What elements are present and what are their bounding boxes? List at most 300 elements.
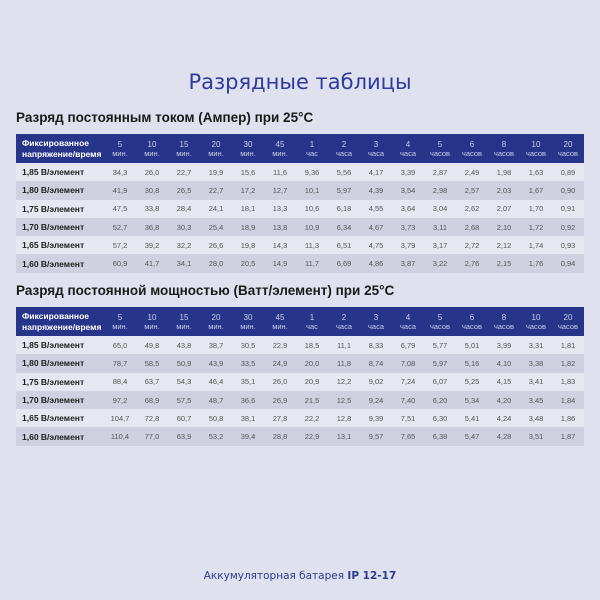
- page-title: Разрядные таблицы: [188, 70, 412, 94]
- table-cell: 5,77: [424, 336, 456, 354]
- header-duration: [200, 134, 232, 163]
- header-duration: [232, 134, 264, 163]
- header-duration: [552, 307, 584, 336]
- table-cell: 3,87: [392, 254, 424, 272]
- table-cell: 1,98: [488, 163, 520, 181]
- table-cell: 43,8: [168, 336, 200, 354]
- table-row: [16, 236, 584, 254]
- table-cell: 2,15: [488, 254, 520, 272]
- table-cell: 24,9: [264, 354, 296, 372]
- row-voltage-label: 1,85 В/элемент: [16, 163, 104, 181]
- duration-value: 20: [211, 139, 221, 149]
- header-duration: [104, 134, 136, 163]
- table-cell: 30,3: [168, 218, 200, 236]
- table-cell: 5,34: [456, 391, 488, 409]
- table-cell: 5,56: [328, 163, 360, 181]
- table-cell: 88,4: [104, 373, 136, 391]
- table-cell: 3,39: [392, 163, 424, 181]
- table-cell: 39,2: [136, 236, 168, 254]
- table-cell: 18,9: [232, 218, 264, 236]
- duration-value: 3: [373, 139, 379, 149]
- duration-value: 3: [373, 312, 379, 322]
- duration-unit: мин.: [112, 148, 128, 158]
- duration-value: 2: [341, 312, 347, 322]
- header-duration: [168, 307, 200, 336]
- duration-unit: часов: [461, 148, 483, 158]
- table-cell: 19,9: [200, 163, 232, 181]
- table-cell: 36,6: [232, 391, 264, 409]
- table-cell: 26,9: [264, 391, 296, 409]
- table-cell: 32,2: [168, 236, 200, 254]
- duration-unit: мин.: [272, 148, 288, 158]
- table-cell: 14,3: [264, 236, 296, 254]
- duration-unit: мин.: [208, 148, 224, 158]
- table-cell: 2,68: [456, 218, 488, 236]
- table-cell: 11,3: [296, 236, 328, 254]
- header-duration: [296, 134, 328, 163]
- table-cell: 20,5: [232, 254, 264, 272]
- table-cell: 57,5: [168, 391, 200, 409]
- table-cell: 54,3: [168, 373, 200, 391]
- table-cell: 50,8: [200, 409, 232, 427]
- duration-value: 10: [147, 139, 157, 149]
- duration-unit: часов: [461, 321, 483, 331]
- table-cell: 63,7: [136, 373, 168, 391]
- table-cell: 12,2: [328, 373, 360, 391]
- current-discharge-table: [16, 134, 584, 273]
- table-cell: 5,01: [456, 336, 488, 354]
- table-cell: 30,5: [232, 336, 264, 354]
- header-duration: [136, 307, 168, 336]
- table-cell: 60,9: [104, 254, 136, 272]
- table-cell: 110,4: [104, 427, 136, 445]
- table-cell: 6,38: [424, 427, 456, 445]
- table-cell: 5,25: [456, 373, 488, 391]
- duration-value: 10: [531, 312, 541, 322]
- table-cell: 50,9: [168, 354, 200, 372]
- table-cell: 3,48: [520, 409, 552, 427]
- duration-unit: мин.: [208, 321, 224, 331]
- table-cell: 2,49: [456, 163, 488, 181]
- table-header-row: [16, 307, 584, 336]
- table-cell: 1,81: [552, 336, 584, 354]
- table-cell: 10,9: [296, 218, 328, 236]
- header-duration: [392, 307, 424, 336]
- duration-unit: мин.: [176, 321, 192, 331]
- table-cell: 3,99: [488, 336, 520, 354]
- table-cell: 4,28: [488, 427, 520, 445]
- power-discharge-table: [16, 307, 584, 446]
- duration-unit: мин.: [144, 321, 160, 331]
- table-cell: 24,1: [200, 200, 232, 218]
- table-cell: 1,82: [552, 354, 584, 372]
- table-cell: 11,1: [328, 336, 360, 354]
- table-cell: 9,24: [360, 391, 392, 409]
- table-cell: 5,16: [456, 354, 488, 372]
- table-row: [16, 373, 584, 391]
- table-cell: 4,86: [360, 254, 392, 272]
- duration-value: 20: [211, 312, 221, 322]
- table-cell: 1,76: [520, 254, 552, 272]
- table-cell: 4,39: [360, 181, 392, 199]
- duration-value: 6: [469, 139, 475, 149]
- table-cell: 41,9: [104, 181, 136, 199]
- duration-unit: часов: [493, 148, 515, 158]
- table-row: [16, 354, 584, 372]
- header-duration: [328, 307, 360, 336]
- table-cell: 5,41: [456, 409, 488, 427]
- table-cell: 8,74: [360, 354, 392, 372]
- duration-value: 45: [275, 312, 285, 322]
- table-cell: 2,62: [456, 200, 488, 218]
- header-duration: [264, 307, 296, 336]
- table-cell: 3,31: [520, 336, 552, 354]
- table-cell: 26,5: [168, 181, 200, 199]
- duration-value: 8: [501, 139, 507, 149]
- duration-value: 10: [531, 139, 541, 149]
- table-cell: 22,7: [168, 163, 200, 181]
- table-cell: 78,7: [104, 354, 136, 372]
- duration-value: 5: [437, 312, 443, 322]
- table-cell: 6,51: [328, 236, 360, 254]
- table-cell: 9,02: [360, 373, 392, 391]
- table-cell: 15,6: [232, 163, 264, 181]
- table-cell: 7,51: [392, 409, 424, 427]
- table-cell: 1,72: [520, 218, 552, 236]
- table-cell: 2,72: [456, 236, 488, 254]
- table-cell: 3,41: [520, 373, 552, 391]
- header-duration: [456, 134, 488, 163]
- table-cell: 9,57: [360, 427, 392, 445]
- duration-value: 4: [405, 139, 411, 149]
- table-cell: 77,0: [136, 427, 168, 445]
- table-cell: 39,4: [232, 427, 264, 445]
- table-cell: 3,22: [424, 254, 456, 272]
- header-duration: [360, 307, 392, 336]
- table-cell: 1,63: [520, 163, 552, 181]
- header-duration: [424, 307, 456, 336]
- table-cell: 5,97: [424, 354, 456, 372]
- row-voltage-label: 1,75 В/элемент: [16, 373, 104, 391]
- table-cell: 6,79: [392, 336, 424, 354]
- table-row: [16, 409, 584, 427]
- table-cell: 65,0: [104, 336, 136, 354]
- table-cell: 28,8: [264, 427, 296, 445]
- duration-unit: часа: [368, 148, 384, 158]
- table-cell: 26,0: [136, 163, 168, 181]
- table-cell: 6,20: [424, 391, 456, 409]
- row-voltage-label: 1,80 В/элемент: [16, 354, 104, 372]
- header-duration: [328, 134, 360, 163]
- table-cell: 3,04: [424, 200, 456, 218]
- table-cell: 22,7: [200, 181, 232, 199]
- table-cell: 4,75: [360, 236, 392, 254]
- table-cell: 33,5: [232, 354, 264, 372]
- header-duration: [424, 134, 456, 163]
- header-duration: [552, 134, 584, 163]
- table-cell: 2,87: [424, 163, 456, 181]
- table-cell: 26,6: [200, 236, 232, 254]
- header-duration: [296, 307, 328, 336]
- header-voltage-time: Фиксированное напряжение/время: [16, 134, 104, 163]
- duration-value: 5: [117, 139, 123, 149]
- table-cell: 6,69: [328, 254, 360, 272]
- table-cell: 2,98: [424, 181, 456, 199]
- table-cell: 27,8: [264, 409, 296, 427]
- duration-value: 1: [309, 312, 315, 322]
- table-cell: 2,03: [488, 181, 520, 199]
- table-cell: 5,47: [456, 427, 488, 445]
- table-row: [16, 200, 584, 218]
- table-cell: 12,5: [328, 391, 360, 409]
- table-cell: 3,45: [520, 391, 552, 409]
- table-cell: 3,51: [520, 427, 552, 445]
- table-cell: 1,67: [520, 181, 552, 199]
- table-cell: 47,5: [104, 200, 136, 218]
- table-cell: 17,2: [232, 181, 264, 199]
- row-voltage-label: 1,75 В/элемент: [16, 200, 104, 218]
- table-cell: 9,39: [360, 409, 392, 427]
- duration-unit: часа: [400, 321, 416, 331]
- table-cell: 52,7: [104, 218, 136, 236]
- duration-unit: часов: [525, 321, 547, 331]
- table-cell: 2,57: [456, 181, 488, 199]
- table-cell: 22,9: [296, 427, 328, 445]
- table-cell: 7,08: [392, 354, 424, 372]
- table-cell: 60,7: [168, 409, 200, 427]
- table-cell: 46,4: [200, 373, 232, 391]
- duration-unit: часов: [493, 321, 515, 331]
- header-duration: [488, 307, 520, 336]
- table-cell: 9,36: [296, 163, 328, 181]
- row-voltage-label: 1,65 В/элемент: [16, 236, 104, 254]
- table-cell: 0,94: [552, 254, 584, 272]
- duration-unit: мин.: [240, 321, 256, 331]
- duration-unit: мин.: [112, 321, 128, 331]
- table-cell: 25,4: [200, 218, 232, 236]
- duration-value: 1: [309, 139, 315, 149]
- row-voltage-label: 1,80 В/элемент: [16, 181, 104, 199]
- table-cell: 0,92: [552, 218, 584, 236]
- table-cell: 14,9: [264, 254, 296, 272]
- header-duration: [264, 134, 296, 163]
- row-voltage-label: 1,60 В/элемент: [16, 254, 104, 272]
- table-cell: 41,7: [136, 254, 168, 272]
- table-cell: 4,55: [360, 200, 392, 218]
- table-cell: 3,79: [392, 236, 424, 254]
- footer: [0, 570, 600, 582]
- table-cell: 4,10: [488, 354, 520, 372]
- table-cell: 3,11: [424, 218, 456, 236]
- table-cell: 0,93: [552, 236, 584, 254]
- table-cell: 1,84: [552, 391, 584, 409]
- power-discharge-title: Разряд постоянной мощностью (Ватт/элемент) при 25°C: [16, 283, 395, 298]
- table-cell: 104,7: [104, 409, 136, 427]
- table-cell: 21,5: [296, 391, 328, 409]
- duration-unit: часа: [400, 148, 416, 158]
- duration-unit: часов: [525, 148, 547, 158]
- header-duration: [168, 134, 200, 163]
- table-cell: 13,1: [328, 427, 360, 445]
- table-cell: 18,5: [296, 336, 328, 354]
- table-cell: 48,7: [200, 391, 232, 409]
- duration-unit: мин.: [272, 321, 288, 331]
- duration-unit: часов: [429, 321, 451, 331]
- table-cell: 0,91: [552, 200, 584, 218]
- table-cell: 6,18: [328, 200, 360, 218]
- table-cell: 12,8: [328, 409, 360, 427]
- table-row: [16, 254, 584, 272]
- duration-value: 4: [405, 312, 411, 322]
- table-cell: 30,8: [136, 181, 168, 199]
- table-cell: 53,2: [200, 427, 232, 445]
- duration-value: 2: [341, 139, 347, 149]
- table-cell: 28,0: [200, 254, 232, 272]
- duration-unit: часов: [557, 148, 579, 158]
- duration-unit: час: [306, 148, 318, 158]
- duration-unit: часа: [368, 321, 384, 331]
- duration-value: 45: [275, 139, 285, 149]
- table-cell: 72,8: [136, 409, 168, 427]
- table-cell: 1,70: [520, 200, 552, 218]
- table-header-row: [16, 134, 584, 163]
- table-cell: 11,7: [296, 254, 328, 272]
- table-cell: 1,74: [520, 236, 552, 254]
- duration-value: 15: [179, 312, 189, 322]
- table-cell: 5,97: [328, 181, 360, 199]
- table-cell: 0,89: [552, 163, 584, 181]
- row-voltage-label: 1,85 В/элемент: [16, 336, 104, 354]
- duration-unit: часов: [429, 148, 451, 158]
- table-row: [16, 427, 584, 445]
- table-cell: 3,17: [424, 236, 456, 254]
- table-cell: 10,6: [296, 200, 328, 218]
- table-cell: 34,1: [168, 254, 200, 272]
- duration-value: 5: [437, 139, 443, 149]
- header-duration: [520, 134, 552, 163]
- table-cell: 2,76: [456, 254, 488, 272]
- table-cell: 3,38: [520, 354, 552, 372]
- footer-text: Аккумуляторная батарея: [203, 570, 348, 582]
- table-cell: 22,2: [296, 409, 328, 427]
- duration-unit: часов: [557, 321, 579, 331]
- duration-value: 5: [117, 312, 123, 322]
- header-voltage-time: Фиксированное напряжение/время: [16, 307, 104, 336]
- table-cell: 38,7: [200, 336, 232, 354]
- table-cell: 22,9: [264, 336, 296, 354]
- header-duration: [392, 134, 424, 163]
- table-row: [16, 218, 584, 236]
- table-cell: 4,67: [360, 218, 392, 236]
- table-cell: 2,07: [488, 200, 520, 218]
- header-duration: [136, 134, 168, 163]
- table-row: [16, 391, 584, 409]
- header-duration: [488, 134, 520, 163]
- row-voltage-label: 1,70 В/элемент: [16, 218, 104, 236]
- table-row: [16, 181, 584, 199]
- header-duration: [360, 134, 392, 163]
- table-cell: 6,30: [424, 409, 456, 427]
- table-cell: 19,8: [232, 236, 264, 254]
- duration-unit: часа: [336, 321, 352, 331]
- duration-unit: час: [306, 321, 318, 331]
- table-cell: 1,83: [552, 373, 584, 391]
- duration-unit: мин.: [176, 148, 192, 158]
- table-cell: 38,1: [232, 409, 264, 427]
- table-cell: 11,6: [264, 163, 296, 181]
- duration-unit: мин.: [144, 148, 160, 158]
- table-cell: 57,2: [104, 236, 136, 254]
- table-cell: 7,24: [392, 373, 424, 391]
- table-cell: 58,5: [136, 354, 168, 372]
- table-cell: 7,65: [392, 427, 424, 445]
- duration-value: 8: [501, 312, 507, 322]
- table-cell: 33,8: [136, 200, 168, 218]
- table-cell: 3,73: [392, 218, 424, 236]
- header-duration: [104, 307, 136, 336]
- row-voltage-label: 1,60 В/элемент: [16, 427, 104, 445]
- header-duration: [200, 307, 232, 336]
- row-voltage-label: 1,70 В/элемент: [16, 391, 104, 409]
- footer-model: IP 12-17: [347, 570, 397, 582]
- table-cell: 4,17: [360, 163, 392, 181]
- table-cell: 63,9: [168, 427, 200, 445]
- table-cell: 3,64: [392, 200, 424, 218]
- table-cell: 3,54: [392, 181, 424, 199]
- table-cell: 11,8: [328, 354, 360, 372]
- duration-unit: мин.: [240, 148, 256, 158]
- table-cell: 4,15: [488, 373, 520, 391]
- table-cell: 28,4: [168, 200, 200, 218]
- duration-value: 10: [147, 312, 157, 322]
- table-cell: 6,34: [328, 218, 360, 236]
- table-cell: 43,9: [200, 354, 232, 372]
- table-cell: 10,1: [296, 181, 328, 199]
- table-cell: 68,9: [136, 391, 168, 409]
- table-row: [16, 163, 584, 181]
- duration-value: 15: [179, 139, 189, 149]
- table-row: [16, 336, 584, 354]
- table-cell: 6,07: [424, 373, 456, 391]
- duration-value: 20: [563, 312, 573, 322]
- table-cell: 97,2: [104, 391, 136, 409]
- table-cell: 8,33: [360, 336, 392, 354]
- table-cell: 49,8: [136, 336, 168, 354]
- table-cell: 4,20: [488, 391, 520, 409]
- table-cell: 4,24: [488, 409, 520, 427]
- table-cell: 20,0: [296, 354, 328, 372]
- table-cell: 12,7: [264, 181, 296, 199]
- table-cell: 35,1: [232, 373, 264, 391]
- table-cell: 13,3: [264, 200, 296, 218]
- header-duration: [456, 307, 488, 336]
- header-duration: [520, 307, 552, 336]
- table-cell: 1,87: [552, 427, 584, 445]
- table-cell: 2,10: [488, 218, 520, 236]
- table-cell: 34,3: [104, 163, 136, 181]
- header-duration: [232, 307, 264, 336]
- table-cell: 36,8: [136, 218, 168, 236]
- table-cell: 13,8: [264, 218, 296, 236]
- duration-value: 20: [563, 139, 573, 149]
- current-discharge-title: Разряд постоянным током (Ампер) при 25°C: [16, 110, 314, 125]
- duration-value: 6: [469, 312, 475, 322]
- duration-value: 30: [243, 139, 253, 149]
- row-voltage-label: 1,65 В/элемент: [16, 409, 104, 427]
- table-cell: 7,40: [392, 391, 424, 409]
- table-cell: 1,86: [552, 409, 584, 427]
- table-cell: 2,12: [488, 236, 520, 254]
